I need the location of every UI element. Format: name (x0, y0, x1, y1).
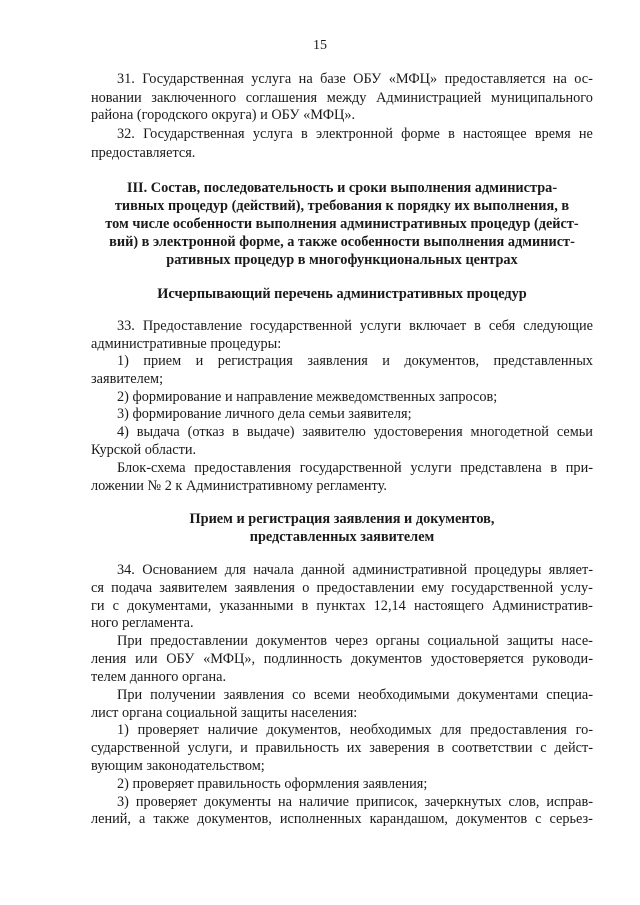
section-heading-line-3: том числе особенности выполнения административных процедур (дейст- (105, 216, 579, 232)
word: на (552, 71, 567, 87)
paragraph-34-line-1 (117, 562, 593, 578)
paragraph-social-line-1 (117, 633, 593, 649)
word: специа- (546, 687, 593, 703)
word: наличие (207, 722, 258, 738)
subheading-reception-line-1: Прием и регистрация заявления и документов, (189, 511, 495, 527)
word: их (346, 740, 362, 756)
paragraph-social-line-2 (91, 651, 593, 667)
flowchart-note-line-1 (117, 460, 593, 476)
paragraph-34-line-2 (91, 580, 593, 596)
paragraph-31-line-2 (91, 90, 593, 106)
word: 32. (117, 126, 135, 142)
word: государственной (451, 580, 554, 596)
word: через (334, 633, 368, 649)
word: и (195, 353, 204, 369)
word: для (224, 562, 246, 578)
word: процедуры (474, 562, 542, 578)
word: регистрация (217, 353, 293, 369)
page-number: 15 (313, 38, 327, 53)
word: Предоставление (142, 318, 243, 334)
word: го- (575, 722, 593, 738)
word: 12,14 (373, 598, 406, 614)
paragraph-33-item-3: 3) формирование личного дела семьи заявителя; (117, 406, 412, 422)
paragraph-34-line-3 (91, 598, 593, 614)
word: проверяет (137, 722, 199, 738)
word: наличие (298, 794, 350, 810)
word: проверяет (135, 794, 198, 810)
word: государственной (299, 460, 402, 476)
word: лений, (91, 811, 132, 827)
word: в (448, 126, 455, 142)
word: подлинность (263, 651, 343, 667)
word: включает (409, 318, 467, 334)
section-heading-line-4: вий) в электронной форме, а также особенности выполнения админист- (109, 234, 575, 250)
word: и (240, 740, 248, 756)
word: ления (91, 651, 127, 667)
word: заключенного (151, 90, 237, 106)
word: и (382, 353, 390, 369)
word: себя (488, 318, 516, 334)
word: настоящего (413, 598, 484, 614)
paragraph-33-item-1-line-1 (117, 353, 593, 369)
word: Блок-схема (117, 460, 186, 476)
word: всеми (313, 687, 350, 703)
word: 1) (117, 722, 129, 738)
paragraph-31-line-3: района (городского округа) и ОБУ «МФЦ». (91, 107, 356, 123)
word: соответствии (451, 740, 533, 756)
receipt-item-1-line-1 (117, 722, 593, 738)
word: представлена (460, 460, 542, 476)
receipt-item-3-line-1 (117, 794, 593, 810)
word: Администрацией (376, 90, 482, 106)
section-heading-line-5: ративных процедур в многофункциональных центрах (166, 252, 518, 268)
word: сударственной (91, 740, 180, 756)
paragraph-31-line-1 (117, 71, 593, 87)
word: социальной (427, 633, 499, 649)
word: (отказ (187, 424, 225, 440)
word: приписок, (355, 794, 418, 810)
word: данной (301, 562, 345, 578)
word: предоставлении (316, 580, 415, 596)
word: при- (565, 460, 593, 476)
receipt-item-1-line-2 (91, 740, 593, 756)
word: заверения (369, 740, 430, 756)
word: со (292, 687, 306, 703)
word: 3) (117, 794, 129, 810)
word: указанными (219, 598, 294, 614)
word: ос- (574, 71, 593, 87)
word: Государственная (143, 126, 245, 142)
word: базе (320, 71, 346, 87)
flowchart-note-line-2: ложении № 2 к Административному регламенту. (91, 478, 387, 494)
subheading-procedures-list: Исчерпывающий перечень административных процедур (157, 286, 527, 302)
word: услу- (560, 580, 593, 596)
paragraph-receipt-line-1 (117, 687, 593, 703)
word: начала (253, 562, 294, 578)
word: руководи- (532, 651, 593, 667)
word: ги (91, 598, 105, 614)
section-heading-line-1: III. Состав, последовательность и сроки выполнения администра- (126, 180, 558, 196)
word: ОБУ (166, 651, 195, 667)
word: заявления (223, 687, 285, 703)
word: предоставления (194, 460, 292, 476)
word: с (535, 811, 542, 827)
section-heading-line-2: тивных процедур (действий), требования к порядку их выполнения, в (114, 198, 570, 214)
word: в (437, 740, 445, 756)
word: не (578, 126, 593, 142)
word: документами, (127, 598, 212, 614)
word: При (117, 633, 143, 649)
word: серьез- (549, 811, 593, 827)
paragraph-social-line-3: телем данного органа. (91, 669, 227, 685)
word: в (301, 126, 308, 142)
word: правильность (255, 740, 340, 756)
word: заявителем (159, 580, 228, 596)
paragraph-33-item-1-line-2: заявителем; (91, 371, 164, 387)
word: административной (352, 562, 467, 578)
word: в (550, 460, 558, 476)
word: новании (91, 90, 142, 106)
word: ОБУ (353, 71, 382, 87)
word: с (540, 740, 547, 756)
word: удостоверяется (430, 651, 524, 667)
paragraph-33-item-4-line-1 (117, 424, 593, 440)
word: услуга (251, 71, 292, 87)
word: При (117, 687, 143, 703)
word: в (232, 424, 239, 440)
word: 1) (117, 353, 129, 369)
word: документов, (404, 353, 480, 369)
word: документов (350, 651, 422, 667)
word: услуги, (187, 740, 233, 756)
word: государственной (250, 318, 352, 334)
word: документов (255, 633, 328, 649)
word: заявителю (302, 424, 366, 440)
word: удостоверения (373, 424, 463, 440)
word: слов, (508, 794, 540, 810)
word: на (298, 71, 313, 87)
word: предоставляется (444, 71, 546, 87)
word: выдача (136, 424, 180, 440)
receipt-item-3-line-2 (91, 811, 593, 827)
word: документов, (266, 722, 342, 738)
word: 31. (117, 71, 135, 87)
word: соглашения (245, 90, 318, 106)
word: документов, (197, 811, 272, 827)
word: семьи (556, 424, 593, 440)
word: предоставления (470, 722, 567, 738)
paragraph-32-line-2: предоставляется. (91, 145, 196, 161)
word: в (474, 318, 481, 334)
word: заявления (307, 353, 368, 369)
word: органы (375, 633, 420, 649)
word: многодетной (470, 424, 549, 440)
word: карандашом, (369, 811, 448, 827)
word: Государственная (142, 71, 244, 87)
receipt-item-1-line-3: вующим законодательством; (91, 758, 265, 774)
word: выдаче) (246, 424, 295, 440)
word: о (302, 580, 310, 596)
paragraph-receipt-line-2: лист органа социальной защиты населения: (91, 705, 358, 721)
word: услуга (252, 126, 293, 142)
word: 33. (117, 318, 135, 334)
word: исполненных (279, 811, 362, 827)
word: ему (421, 580, 445, 596)
receipt-item-2: 2) проверяет правильность оформления заявления; (117, 776, 428, 792)
word: для (440, 722, 462, 738)
word: являет- (548, 562, 593, 578)
word: «МФЦ», (203, 651, 256, 667)
word: 4) (117, 424, 129, 440)
word: документов (455, 811, 528, 827)
paragraph-32-line-1 (117, 126, 593, 142)
word: необходимых (349, 722, 432, 738)
word: заявления (234, 580, 296, 596)
paragraph-33-line-1 (117, 318, 593, 334)
word: пунктах (316, 598, 366, 614)
word: документами (457, 687, 539, 703)
word: защиты (506, 633, 554, 649)
word: «МФЦ» (388, 71, 438, 87)
word: получении (150, 687, 216, 703)
paragraph-33-line-2: административные процедуры: (91, 336, 282, 352)
paragraph-33-item-4-line-2: Курской области. (91, 442, 197, 458)
subheading-reception-line-2: представленных заявителем (249, 529, 435, 545)
word: форме (401, 126, 440, 142)
word: услуги (410, 460, 452, 476)
word: 34. (117, 562, 135, 578)
word: насе- (561, 633, 593, 649)
word: также (153, 811, 190, 827)
word: муниципального (490, 90, 593, 106)
word: зачеркнутых (424, 794, 502, 810)
word: в (301, 598, 309, 614)
word: ся (91, 580, 104, 596)
word: на (278, 794, 292, 810)
word: а (139, 811, 146, 827)
word: услуги (359, 318, 402, 334)
paragraph-34-line-4: ного регламента. (91, 615, 194, 631)
word: следующие (523, 318, 593, 334)
word: дейст- (554, 740, 593, 756)
word: документы (204, 794, 272, 810)
word: время (534, 126, 571, 142)
word: Основанием (142, 562, 218, 578)
word: настоящее (463, 126, 527, 142)
word: исправ- (546, 794, 593, 810)
word: с (112, 598, 120, 614)
word: подача (111, 580, 153, 596)
word: необходимыми (357, 687, 450, 703)
word: между (326, 90, 367, 106)
word: электронной (315, 126, 393, 142)
word: прием (143, 353, 182, 369)
word: предоставлении (150, 633, 248, 649)
word: или (135, 651, 158, 667)
paragraph-33-item-2: 2) формирование и направление межведомственных запросов; (117, 389, 498, 405)
word: Административ- (491, 598, 593, 614)
word: представленных (493, 353, 593, 369)
